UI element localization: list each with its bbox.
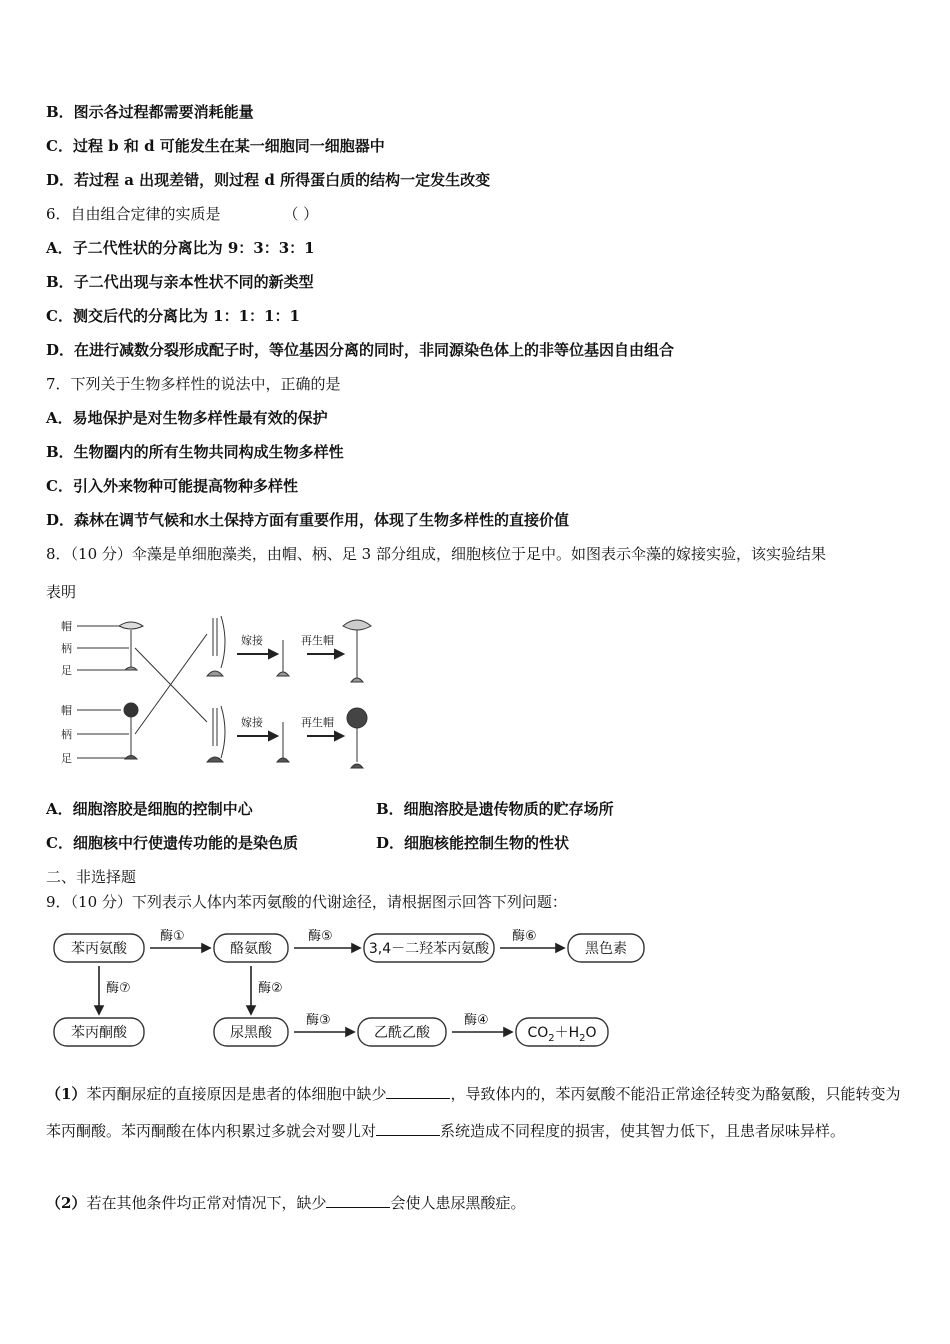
- q9-part1-text-c: 系统造成不同程度的损害，使其智力低下，且患者尿味异样。: [440, 1122, 846, 1140]
- q9-part1: [46, 1076, 908, 1150]
- fig-label-foot-top: 足: [61, 664, 72, 677]
- section-heading: 二、非选择题: [46, 868, 137, 886]
- node-melanin: 黑色素: [585, 941, 627, 957]
- q7-option-b: B．生物圈内的所有生物共同构成生物多样性: [46, 443, 344, 461]
- node-homogentisic-acid: 尿黑酸: [230, 1025, 272, 1041]
- node-dopa: 3,4－二羟苯丙氨酸: [368, 941, 490, 957]
- fig-label-stalk-top: 柄: [61, 642, 72, 655]
- answer-blank-2[interactable]: [376, 1121, 440, 1136]
- q6-option-d: D．在进行减数分裂形成配子时，等位基因分离的同时，非同源染色体上的非等位基因自由组合: [46, 341, 675, 359]
- q6-answer-paren: （ ）: [283, 205, 319, 223]
- enzyme-1: 酶①: [160, 929, 185, 944]
- h2o-subscript: 2: [579, 1033, 586, 1044]
- fig-label-stalk-bottom: 柄: [61, 728, 72, 741]
- q8-option-c: C．细胞核中行使遗传功能的是染色质: [46, 834, 298, 852]
- q9-part1-text-a: 苯丙酮尿症的直接原因是患者的体细胞中缺少: [86, 1085, 387, 1103]
- phenylalanine-pathway-diagram: [50, 924, 650, 1054]
- fig-graft-label-top: 嫁接: [241, 634, 263, 647]
- q5-option-c: C．过程 b 和 d 可能发生在某一细胞同一细胞器中: [46, 137, 385, 155]
- q5-option-b: B．图示各过程都需要消耗能量: [46, 103, 254, 121]
- enzyme-7: 酶⑦: [106, 981, 131, 996]
- q7-option-d: D．森林在调节气候和水土保持方面有重要作用，体现了生物多样性的直接价值: [46, 511, 570, 529]
- q9-part1-text-b: ，导致体内的，苯丙氨酸不能沿正常途径转变为酪氨酸，只能转变为苯丙酮酸。苯丙酮酸在体内积累过多就会对婴儿对: [46, 1085, 901, 1140]
- fig-label-cap-top: 帽: [61, 620, 72, 633]
- enzyme-3: 酶③: [306, 1013, 331, 1028]
- fig-regen-label-top: 再生帽: [301, 634, 334, 647]
- q9-part2-label: （2）: [46, 1194, 87, 1212]
- q6-stem-text: 6．自由组合定律的实质是: [46, 205, 221, 223]
- q6-option-a: A．子二代性状的分离比为 9：3：3：1: [46, 239, 315, 257]
- q9-part2: [46, 1185, 908, 1222]
- o-text: O: [585, 1025, 597, 1041]
- q8-stem-line2: 表明: [46, 583, 77, 601]
- q5-option-d: D．若过程 a 出现差错，则过程 d 所得蛋白质的结构一定发生改变: [46, 171, 491, 189]
- co2-subscript: 2: [548, 1033, 555, 1044]
- node-co2-h2o: [527, 1025, 596, 1044]
- q6-stem: [46, 204, 318, 224]
- answer-blank-1[interactable]: [386, 1084, 450, 1099]
- fig-regen-label-bottom: 再生帽: [301, 716, 334, 729]
- q9-stem: 9．（10 分）下列表示人体内苯丙氨酸的代谢途径，请根据图示回答下列问题：: [46, 893, 567, 911]
- enzyme-6: 酶⑥: [512, 929, 537, 944]
- node-phenylalanine: 苯丙氨酸: [71, 941, 127, 957]
- q9-part2-text-b: 会使人患尿黑酸症。: [390, 1194, 526, 1212]
- node-acetoacetate: 乙酰乙酸: [374, 1025, 430, 1041]
- q7-stem: 7．下列关于生物多样性的说法中，正确的是: [46, 375, 341, 393]
- q8-option-d: D．细胞核能控制生物的性状: [376, 834, 570, 852]
- q6-option-c: C．测交后代的分离比为 1：1：1：1: [46, 307, 300, 325]
- q7-option-a: A．易地保护是对生物多样性最有效的保护: [46, 409, 328, 427]
- enzyme-2: 酶②: [258, 981, 283, 996]
- node-tyrosine: 酪氨酸: [230, 941, 272, 957]
- co2-text: CO: [527, 1025, 549, 1041]
- q8-option-a: A．细胞溶胶是细胞的控制中心: [46, 800, 253, 818]
- q6-option-b: B．子二代出现与亲本性状不同的新类型: [46, 273, 314, 291]
- acetabularia-graft-figure: [55, 612, 395, 782]
- q9-part1-label: （1）: [46, 1085, 87, 1103]
- q9-part2-text-a: 若在其他条件均正常对情况下，缺少: [86, 1194, 327, 1212]
- fig-label-cap-bottom: 帽: [61, 704, 72, 717]
- q8-option-b: B．细胞溶胶是遗传物质的贮存场所: [376, 800, 614, 818]
- enzyme-4: 酶④: [464, 1013, 489, 1028]
- fig-graft-label-bottom: 嫁接: [241, 716, 263, 729]
- enzyme-5: 酶⑤: [308, 929, 333, 944]
- plus-h-text: ＋H: [554, 1025, 580, 1041]
- q7-option-c: C．引入外来物种可能提高物种多样性: [46, 477, 298, 495]
- answer-blank-3[interactable]: [326, 1193, 390, 1208]
- q8-stem-line1: 8．（10 分）伞藻是单细胞藻类，由帽、柄、足 3 部分组成，细胞核位于足中。如图表示伞藻的嫁接实验，该实验结果: [46, 545, 826, 563]
- node-phenylpyruvate: 苯丙酮酸: [71, 1025, 127, 1041]
- fig-label-foot-bottom: 足: [61, 752, 72, 765]
